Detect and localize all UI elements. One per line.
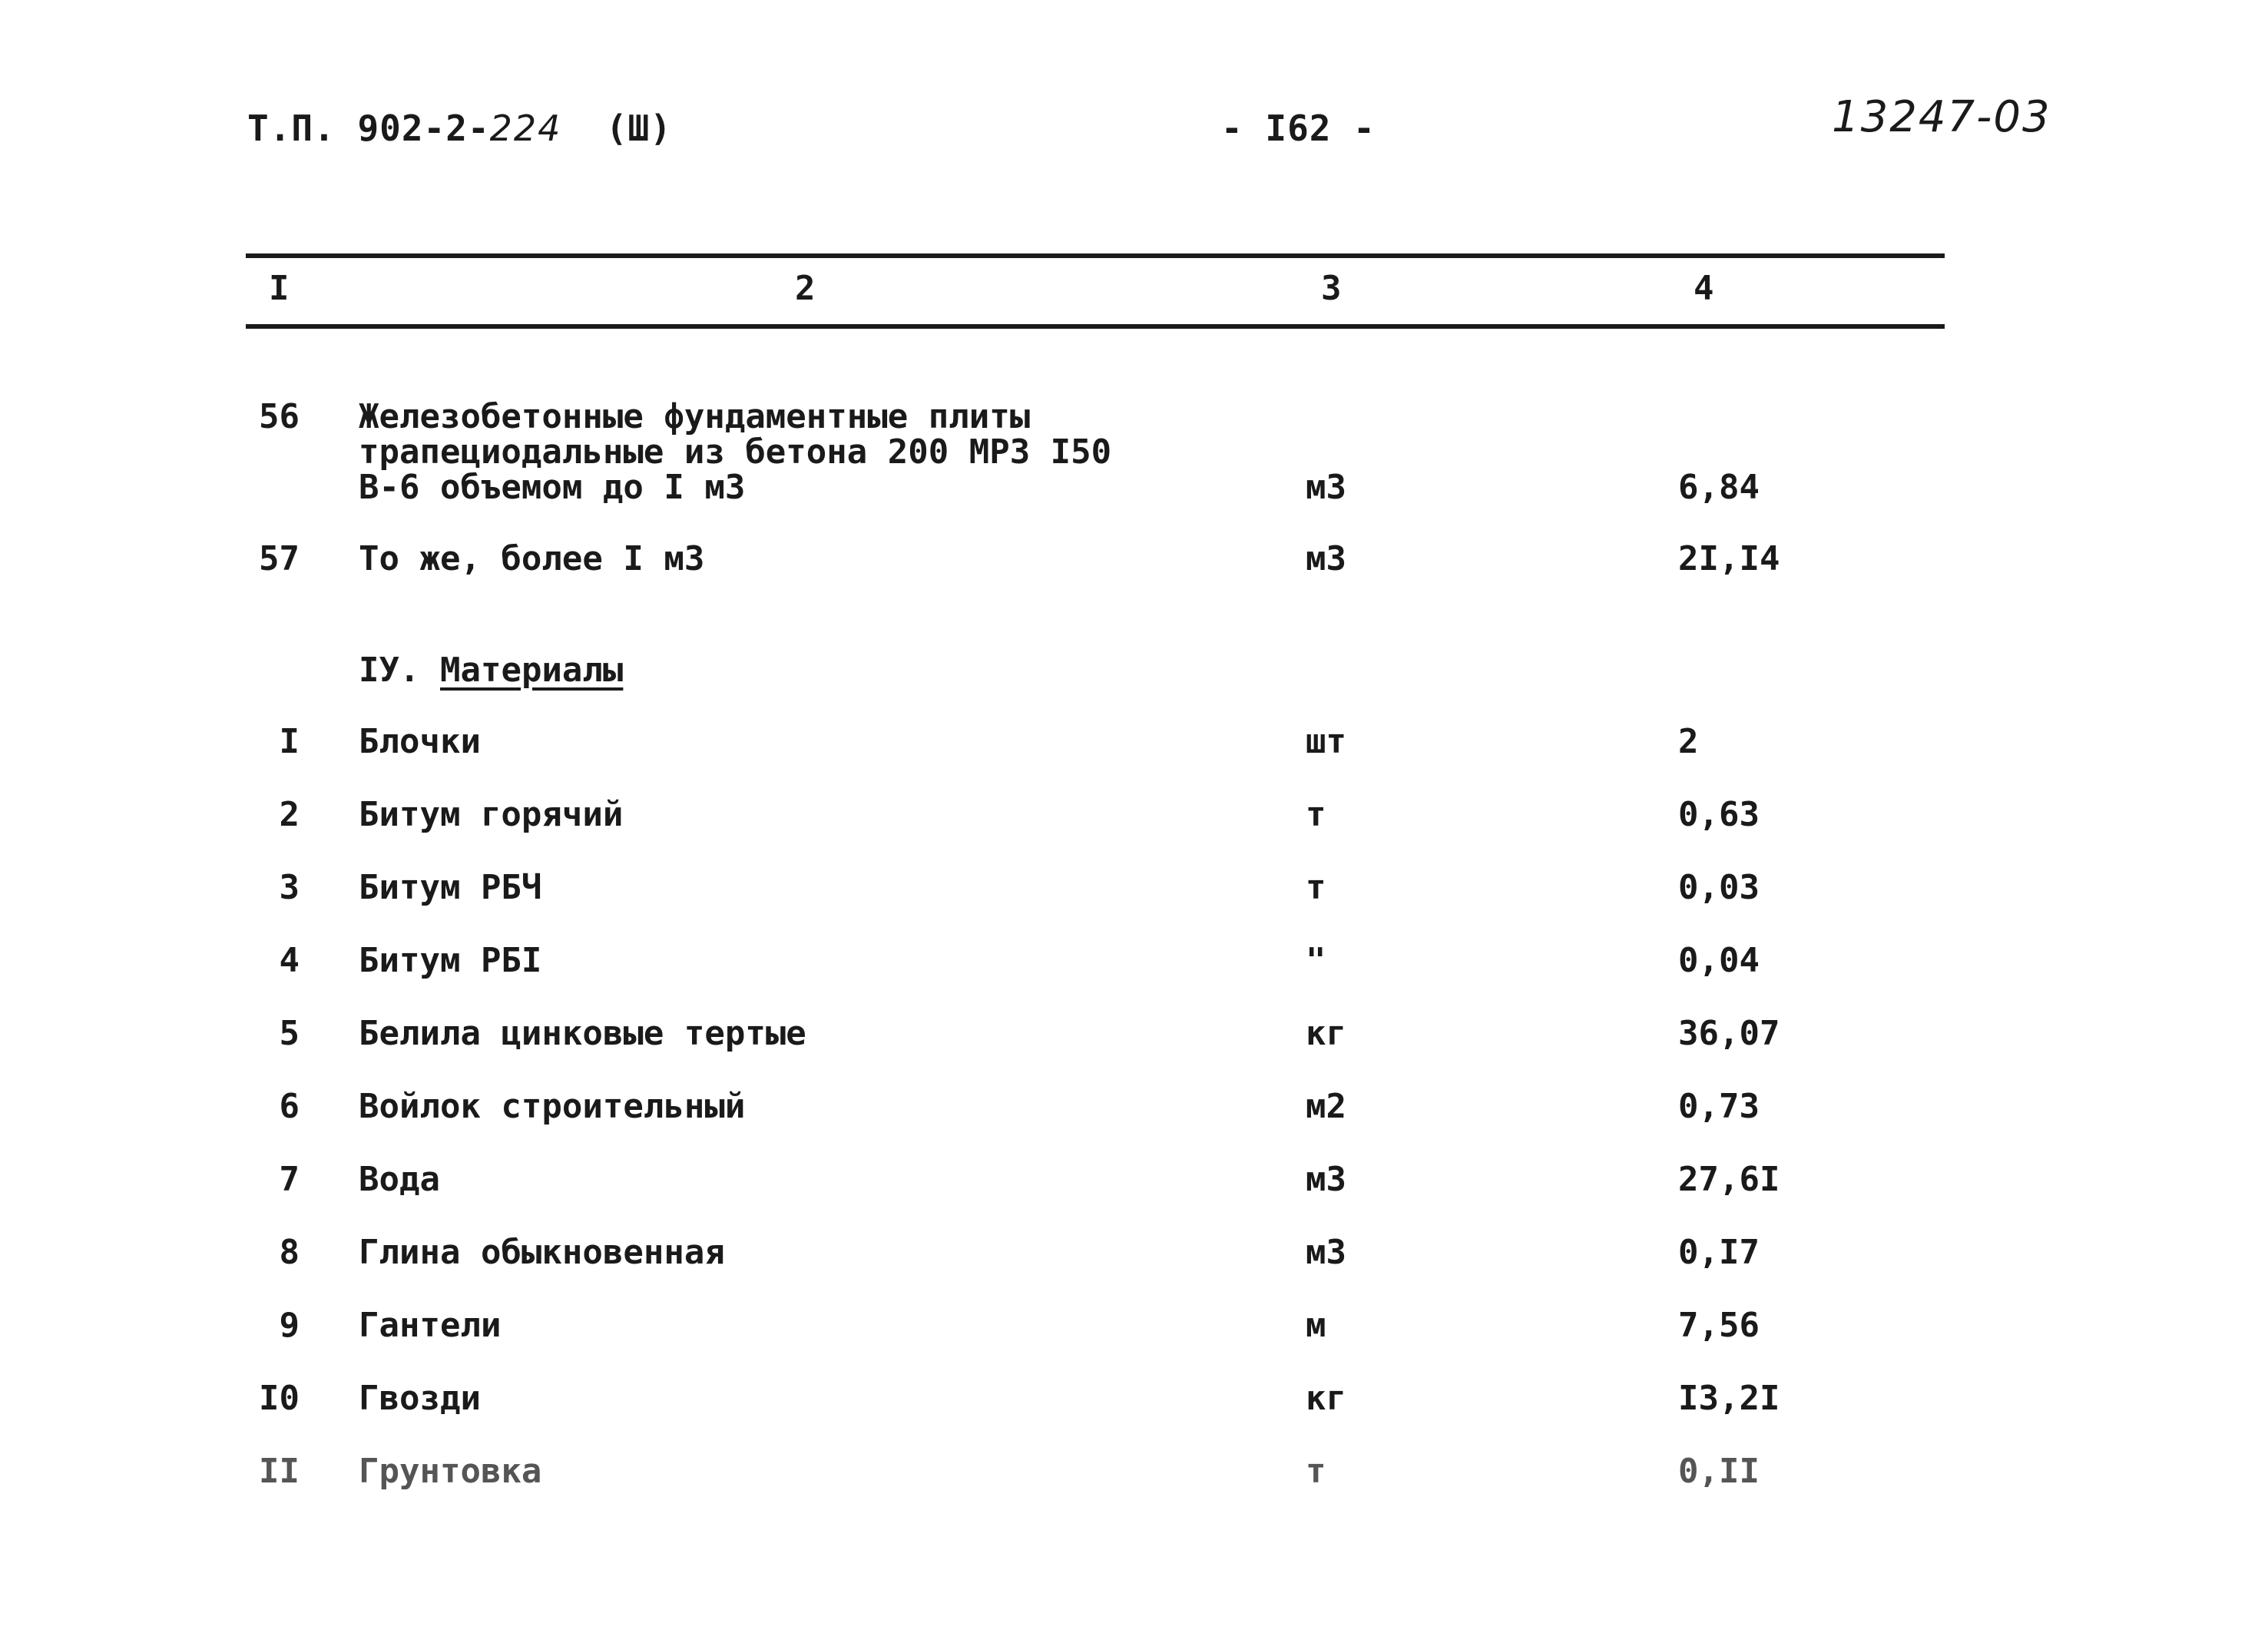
unit: " <box>1306 941 1326 980</box>
item-name-line: трапециодальные из бетона 200 МРЗ I50 <box>359 432 1112 472</box>
item-name: Битум РБI <box>359 941 542 980</box>
quantity: 2 <box>1678 722 1699 761</box>
row-number: 9 <box>279 1306 300 1345</box>
row-number: 4 <box>279 941 300 980</box>
unit: м2 <box>1306 1087 1346 1126</box>
item-name: Войлок строительный <box>359 1087 746 1126</box>
row-number: 8 <box>279 1233 300 1272</box>
page-number: - I62 - <box>1221 108 1376 149</box>
item-name: Гантели <box>359 1306 502 1345</box>
quantity: 6,84 <box>1678 468 1760 507</box>
quantity: 0,II <box>1678 1452 1760 1491</box>
unit: м3 <box>1306 1233 1346 1272</box>
item-name-line: В-6 объемом до I м3 <box>359 468 746 507</box>
row-number: I <box>279 722 300 761</box>
unit: м3 <box>1306 1160 1346 1199</box>
quantity: 36,07 <box>1678 1014 1780 1053</box>
column-number-4: 4 <box>1694 269 1714 308</box>
item-name: Битум РБЧ <box>359 868 542 907</box>
unit: т <box>1306 868 1326 907</box>
row-number: 6 <box>279 1087 300 1126</box>
unit: т <box>1306 1452 1326 1491</box>
quantity: I3,2I <box>1678 1379 1780 1418</box>
doc-ref-suffix: (Ш) <box>605 108 672 149</box>
row-number: 5 <box>279 1014 300 1053</box>
quantity: 2I,I4 <box>1678 539 1780 578</box>
row-number: 2 <box>279 795 300 834</box>
unit: шт <box>1306 722 1346 761</box>
doc-ref-prefix: Т.П. 902-2- <box>247 108 490 149</box>
unit: кг <box>1306 1379 1346 1418</box>
item-name: Битум горячий <box>359 795 624 834</box>
table-top-rule <box>246 253 1945 258</box>
row-number: 7 <box>279 1160 300 1199</box>
unit: кг <box>1306 1014 1346 1053</box>
table-header-rule <box>246 324 1945 329</box>
row-number: 57 <box>259 539 300 578</box>
column-number-3: 3 <box>1321 269 1342 308</box>
unit: м3 <box>1306 468 1346 507</box>
item-name: Гвозди <box>359 1379 481 1418</box>
section-number: IУ. <box>359 651 420 690</box>
item-name: Вода <box>359 1160 440 1199</box>
row-number: II <box>259 1452 300 1491</box>
quantity: 0,04 <box>1678 941 1760 980</box>
item-name: Глина обыкновенная <box>359 1233 725 1272</box>
item-name: Грунтовка <box>359 1452 542 1491</box>
doc-reference <box>247 108 672 149</box>
quantity: 0,I7 <box>1678 1233 1760 1272</box>
item-name-line: Железобетонные фундаментные плиты <box>359 397 1031 436</box>
row-number: 3 <box>279 868 300 907</box>
doc-ref-handwritten: 224 <box>489 108 562 149</box>
column-number-1: I <box>269 269 290 308</box>
quantity: 27,6I <box>1678 1160 1780 1199</box>
quantity: 7,56 <box>1678 1306 1760 1345</box>
unit: м <box>1306 1306 1326 1345</box>
unit: т <box>1306 795 1326 834</box>
row-number: I0 <box>259 1379 300 1418</box>
item-name: То же, более I м3 <box>359 539 705 578</box>
item-name: Блочки <box>359 722 481 761</box>
quantity: 0,73 <box>1678 1087 1760 1126</box>
section-title: Материалы <box>439 651 624 690</box>
quantity: 0,63 <box>1678 795 1760 834</box>
column-number-2: 2 <box>795 269 816 308</box>
unit: м3 <box>1306 539 1346 578</box>
archive-number: 13247-03 <box>1832 92 2051 142</box>
quantity: 0,03 <box>1678 868 1760 907</box>
item-name: Белила цинковые тертые <box>359 1014 806 1053</box>
row-number: 56 <box>259 397 300 436</box>
